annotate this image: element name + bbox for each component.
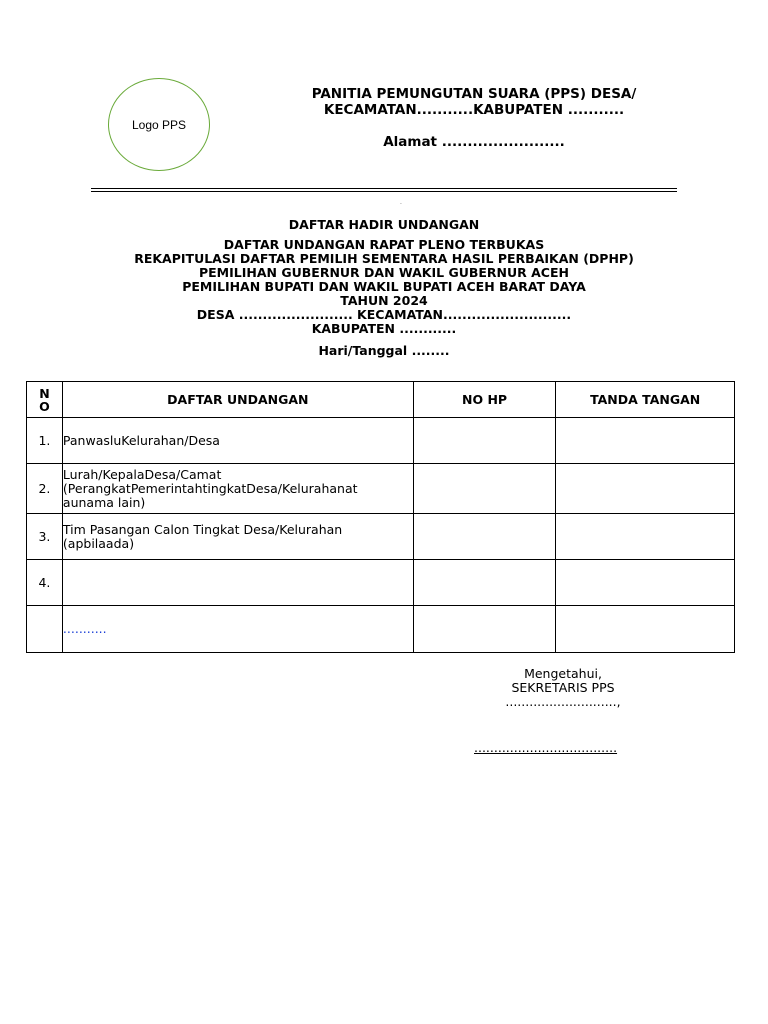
row-invitee <box>62 560 413 606</box>
row-phone-cell[interactable] <box>413 514 556 560</box>
row-invitee: Tim Pasangan Calon Tingkat Desa/Kelurahan (apbilaada) <box>62 514 413 560</box>
signer-title: SEKRETARIS PPS <box>511 680 615 695</box>
header-signature: TANDA TANGAN <box>556 382 735 418</box>
signer-name-line: .................................... <box>474 740 618 755</box>
separator-mark: . <box>400 199 402 206</box>
row-phone-cell[interactable] <box>413 464 556 514</box>
title-line-3: PEMILIHAN GUBERNUR DAN WAKIL GUBERNUR ACEH <box>198 265 569 280</box>
title-line-5: TAHUN 2024 <box>340 293 428 308</box>
row-number <box>27 606 63 653</box>
table-row <box>27 464 735 514</box>
attendance-table <box>26 381 735 653</box>
signer-place-date: ............................, <box>505 694 621 709</box>
header-invitee: DAFTAR UNDANGAN <box>62 382 413 418</box>
table-header-row <box>27 382 735 418</box>
row-signature-cell[interactable] <box>556 418 735 464</box>
row-signature-cell[interactable] <box>556 464 735 514</box>
row-number: 2. <box>27 464 63 514</box>
title-line-6: DESA ........................ KECAMATAN........................... <box>196 307 572 322</box>
table-row <box>27 418 735 464</box>
row-phone-cell[interactable] <box>413 418 556 464</box>
row-number: 4. <box>27 560 63 606</box>
row-number: 1. <box>27 418 63 464</box>
acknowledged-label: Mengetahui, <box>524 666 602 681</box>
header-no: N O <box>27 382 63 418</box>
letterhead <box>250 86 698 150</box>
row-signature-cell[interactable] <box>556 560 735 606</box>
table-row <box>27 606 735 653</box>
table-row <box>27 514 735 560</box>
row-phone-cell[interactable] <box>413 606 556 653</box>
document-title: DAFTAR HADIR UNDANGAN <box>288 217 480 232</box>
document-title-block <box>60 218 708 358</box>
row-signature-cell[interactable] <box>556 606 735 653</box>
row-invitee-more: ........... <box>62 606 413 653</box>
letterhead-line-1: PANITIA PEMUNGUTAN SUARA (PPS) DESA/ <box>311 86 637 102</box>
date-field: Hari/Tanggal ........ <box>318 343 450 358</box>
title-line-7: KABUPATEN ............ <box>311 321 457 336</box>
letterhead-line-2: KECAMATAN...........KABUPATEN ........... <box>323 102 625 118</box>
table-row <box>27 560 735 606</box>
letterhead-address: Alamat ........................ <box>383 134 565 150</box>
logo-placeholder <box>108 78 210 171</box>
row-signature-cell[interactable] <box>556 514 735 560</box>
title-line-1: DAFTAR UNDANGAN RAPAT PLENO TERBUKAS <box>223 237 545 252</box>
header-divider-top <box>91 188 677 189</box>
row-invitee: Lurah/KepalaDesa/Camat (PerangkatPemerintahtingkatDesa/Kelurahanat aunama lain) <box>62 464 413 514</box>
header-divider-bottom <box>91 191 677 192</box>
row-phone-cell[interactable] <box>413 560 556 606</box>
signature-block <box>452 667 674 709</box>
logo-label: Logo PPS <box>131 117 187 132</box>
title-line-2: REKAPITULASI DAFTAR PEMILIH SEMENTARA HASIL PERBAIKAN (DPHP) <box>134 251 634 266</box>
header-phone: NO HP <box>413 382 556 418</box>
row-number: 3. <box>27 514 63 560</box>
title-line-4: PEMILIHAN BUPATI DAN WAKIL BUPATI ACEH BARAT DAYA <box>182 279 586 294</box>
row-invitee: PanwasluKelurahan/Desa <box>62 418 413 464</box>
